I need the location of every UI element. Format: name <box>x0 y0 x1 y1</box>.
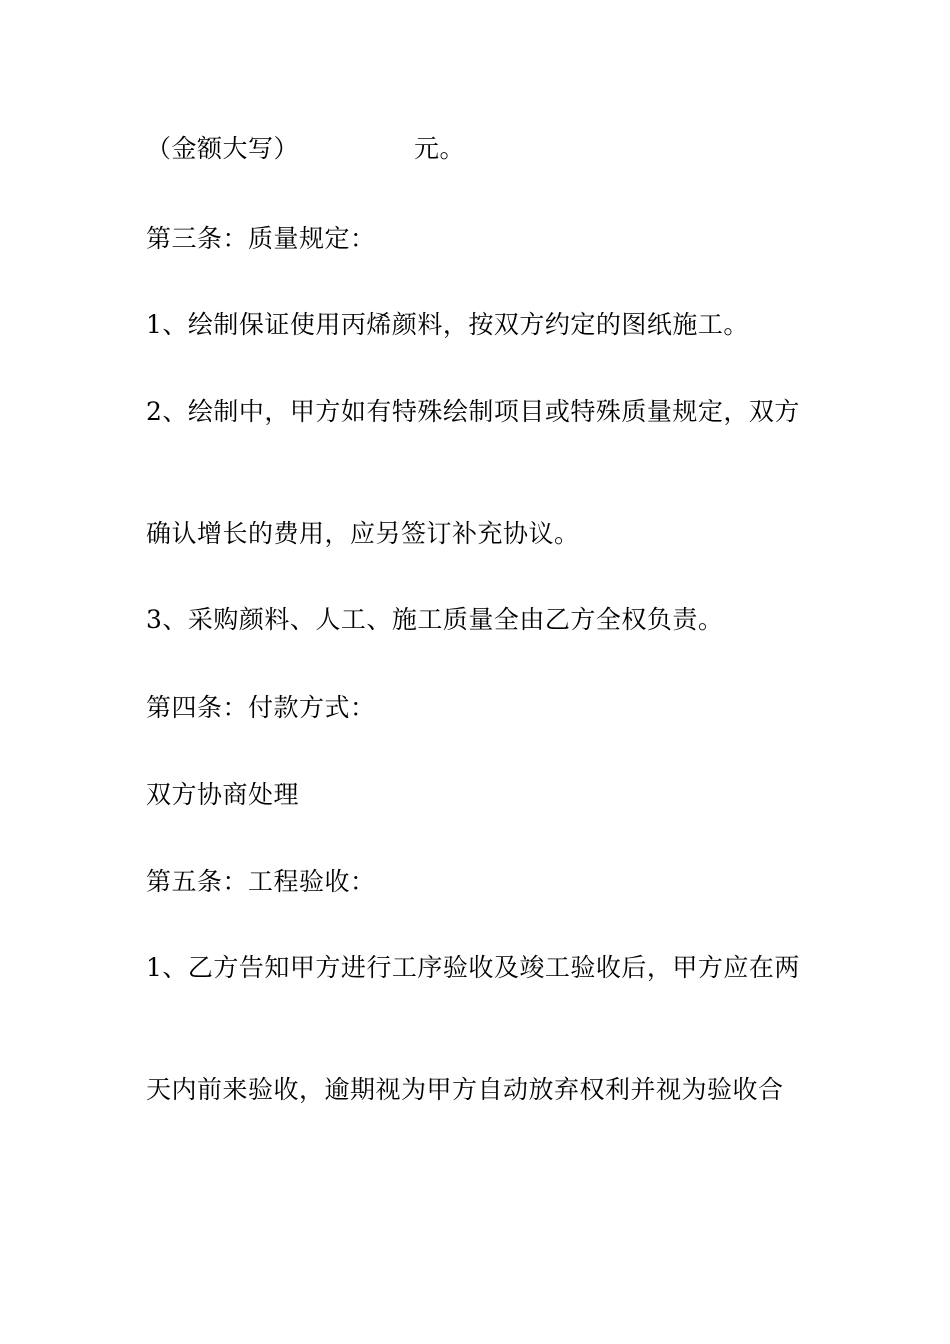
article-three-item-2-continued: 确认增长的费用，应另签订补充协议。 <box>146 519 580 548</box>
article-four-heading: 第四条：付款方式： <box>146 693 376 722</box>
amount-line <box>146 134 466 164</box>
article-five-item-1: 1、乙方告知甲方进行工序验收及竣工验收后，甲方应在两 <box>146 953 800 982</box>
article-three-item-2: 2、绘制中，甲方如有特殊绘制项目或特殊质量规定，双方 <box>146 397 800 426</box>
article-three-heading: 第三条：质量规定： <box>146 224 376 253</box>
amount-label: （金额大写） <box>146 134 300 163</box>
article-four-body: 双方协商处理 <box>146 780 300 809</box>
article-three-item-1: 1、绘制保证使用丙烯颜料，按双方约定的图纸施工。 <box>146 310 749 339</box>
article-five-heading: 第五条：工程验收： <box>146 867 376 896</box>
amount-unit: 元。 <box>414 134 466 163</box>
article-three-item-3: 3、采购颜料、人工、施工质量全由乙方全权负责。 <box>146 605 724 634</box>
article-five-item-1-continued: 天内前来验收，逾期视为甲方自动放弃权利并视为验收合 <box>146 1075 784 1104</box>
